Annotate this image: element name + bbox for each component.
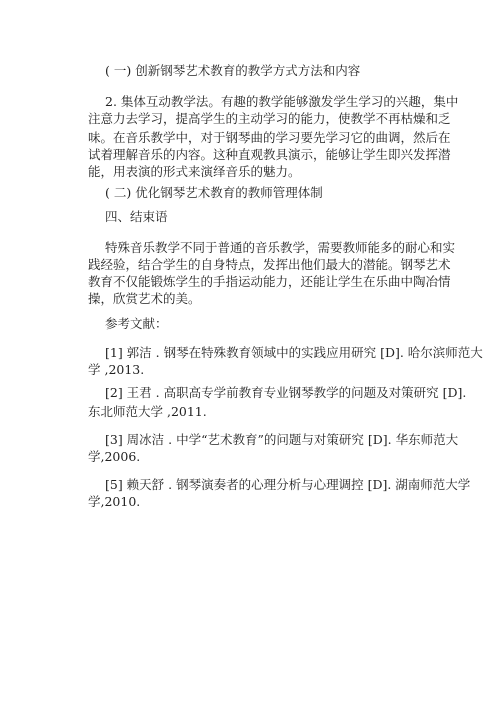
reference-entry-3: [3] 周冰洁 . 中学“艺术教育”的问题与对策研究 [D]. 华东师范大: [105, 432, 459, 447]
paragraph-line: 操，欣赏艺术的美。: [88, 291, 201, 306]
reference-entry-2-cont: 东北师范大学 ,2011.: [88, 404, 207, 419]
references-heading: 参考文献：: [105, 316, 168, 331]
reference-entry-1: [1] 郭洁 . 钢琴在特殊教育领域中的实践应用研究 [D]. 哈尔滨师范大: [105, 345, 483, 360]
reference-entry-1-cont: 学 ,2013.: [88, 362, 145, 377]
paragraph-line: 试着理解音乐的内容。这种直观教具演示，能够让学生即兴发挥潜: [88, 147, 451, 162]
section-heading-conclusion: 四、结束语: [105, 209, 168, 224]
reference-entry-3-cont: 学,2006.: [88, 449, 141, 464]
paragraph-line: 味。在音乐教学中，对于钢琴曲的学习要先学习它的曲调，然后在: [88, 130, 451, 145]
reference-entry-5-cont: 学,2010.: [88, 494, 141, 509]
paragraph-line: 教育不仅能锻炼学生的手指运动能力，还能让学生在乐曲中陶冶情: [88, 274, 451, 289]
paragraph-line: 2. 集体互动教学法。有趣的教学能够激发学生学习的兴趣，集中: [105, 94, 459, 109]
paragraph-line: 注意力去学习，提高学生的主动学习的能力，使教学不再枯燥和乏: [88, 111, 451, 126]
section-heading-optimize: ( 二) 优化钢琴艺术教育的教师管理体制: [105, 185, 323, 200]
reference-entry-2: [2] 王君 . 高职高专学前教育专业钢琴教学的问题及对策研究 [D].: [105, 385, 467, 400]
section-heading-innovate: ( 一) 创新钢琴艺术教育的教学方式方法和内容: [105, 63, 361, 78]
paragraph-line: 能，用表演的形式来演绎音乐的魅力。: [88, 164, 301, 179]
paragraph-line: 践经验，结合学生的自身特点，发挥出他们最大的潜能。钢琴艺术: [88, 257, 451, 272]
reference-entry-5: [5] 赖天舒 . 钢琴演奏者的心理分析与心理调控 [D]. 湖南师范大学: [105, 477, 471, 492]
paragraph-line: 特殊音乐教学不同于普通的音乐教学，需要教师能多的耐心和实: [105, 240, 456, 255]
